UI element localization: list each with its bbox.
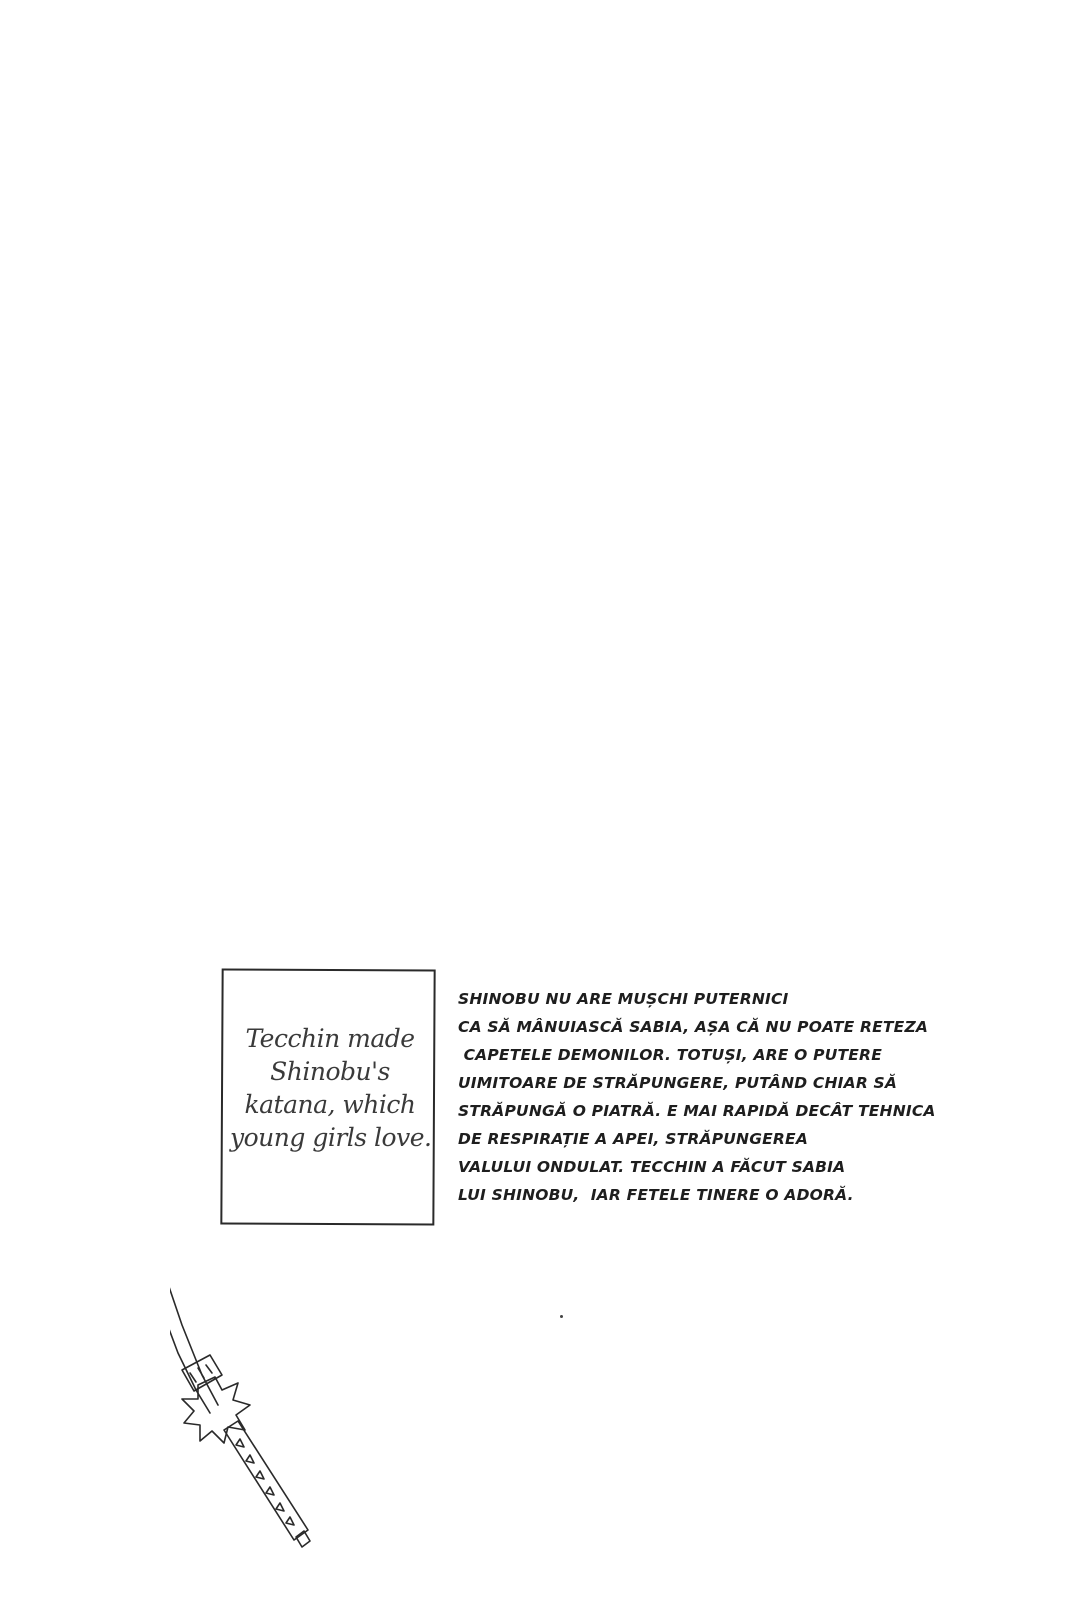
caption-line: Shinobu's [270, 1057, 390, 1086]
caption-line: Tecchin made [245, 1024, 415, 1053]
note-line: CA SĂ MÂNUIASCĂ SABIA, AȘA CĂ NU POATE RETEZA [458, 1018, 929, 1036]
caption-line: katana, which [244, 1090, 416, 1119]
note-line: LUI SHINOBU, IAR FETELE TINERE O ADORĂ. [458, 1186, 854, 1204]
translator-note [458, 985, 998, 1209]
note-line: CAPETELE DEMONILOR. TOTUȘI, ARE O PUTERE [458, 1046, 882, 1064]
note-line: DE RESPIRAȚIE A APEI, STRĂPUNGEREA [458, 1130, 809, 1148]
ink-speck [560, 1315, 563, 1318]
caption-text [230, 1022, 430, 1154]
caption-line: young girls love. [230, 1123, 432, 1152]
note-line: VALULUI ONDULAT. TECCHIN A FĂCUT SABIA [458, 1158, 846, 1176]
note-line: SHINOBU NU ARE MUȘCHI PUTERNICI [458, 990, 789, 1008]
note-line: UIMITOARE DE STRĂPUNGERE, PUTÂND CHIAR SĂ [458, 1074, 898, 1092]
note-line: STRĂPUNGĂ O PIATRĂ. E MAI RAPIDĂ DECÂT TEHNICA [458, 1102, 936, 1120]
